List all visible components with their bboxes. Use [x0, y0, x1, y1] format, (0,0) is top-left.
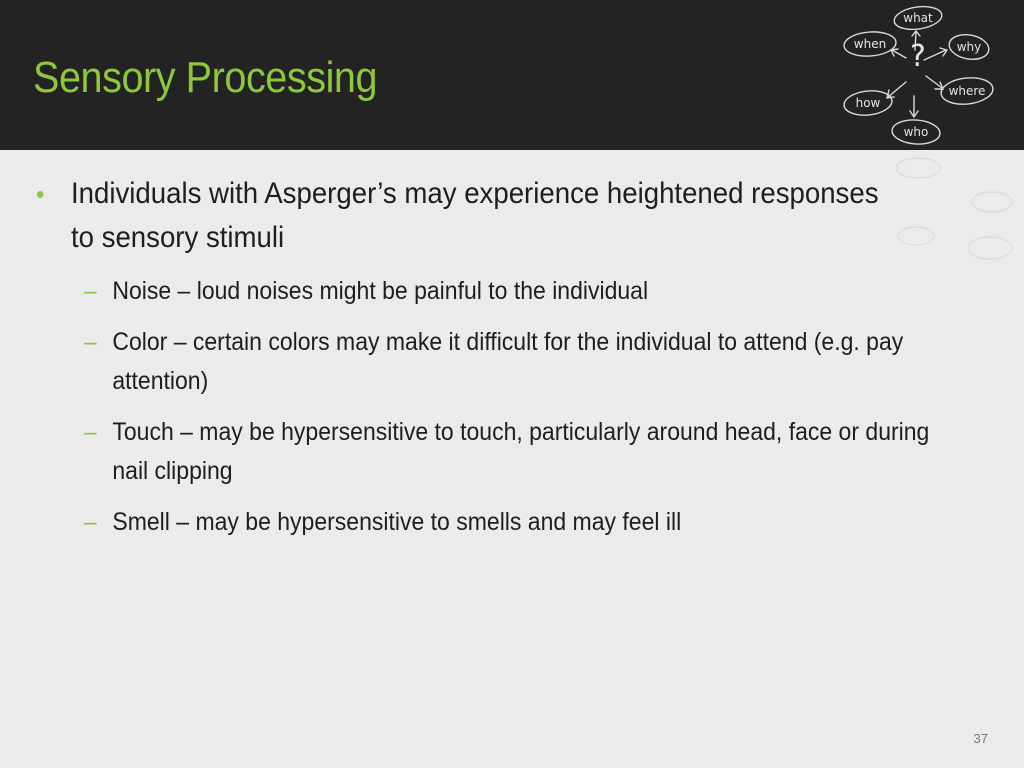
sub-bullet-marker: – [83, 328, 97, 356]
sub-bullet-smell [36, 503, 968, 542]
main-bullet-text: Individuals with Asperger’s may experience heightened responses to sensory stimuli [70, 177, 879, 254]
sub-bullet-text: Color – certain colors may make it difficult for the individual to attend (e.g. pay attention) [112, 328, 904, 395]
svg-text:why: why [956, 40, 982, 54]
sub-bullet-text: Smell – may be hypersensitive to smells and may feel ill [112, 508, 682, 536]
sub-bullet-noise [36, 272, 968, 311]
slide-content [36, 172, 986, 542]
svg-text:when: when [853, 37, 887, 51]
sub-bullet-marker: – [83, 277, 97, 305]
sub-bullet-text: Noise – loud noises might be painful to the individual [112, 277, 649, 305]
sub-bullet-touch [36, 413, 968, 491]
question-words-chalk-image [820, 0, 1024, 150]
main-bullet [36, 172, 899, 260]
sub-bullet-text: Touch – may be hypersensitive to touch, particularly around head, face or during nail clipping [112, 418, 930, 485]
page-number: 37 [973, 731, 988, 746]
sub-bullet-marker: – [83, 418, 97, 446]
sub-bullet-color [36, 323, 968, 401]
bullet-marker: • [36, 179, 45, 209]
slide-header [0, 0, 1024, 150]
chalk-question-mark: ? [910, 39, 926, 74]
sub-bullet-marker: – [83, 508, 97, 536]
svg-text:who: who [903, 125, 929, 139]
svg-text:how: how [855, 96, 881, 110]
slide-title: Sensory Processing [33, 53, 378, 102]
svg-text:what: what [903, 11, 933, 25]
svg-text:where: where [948, 84, 986, 98]
